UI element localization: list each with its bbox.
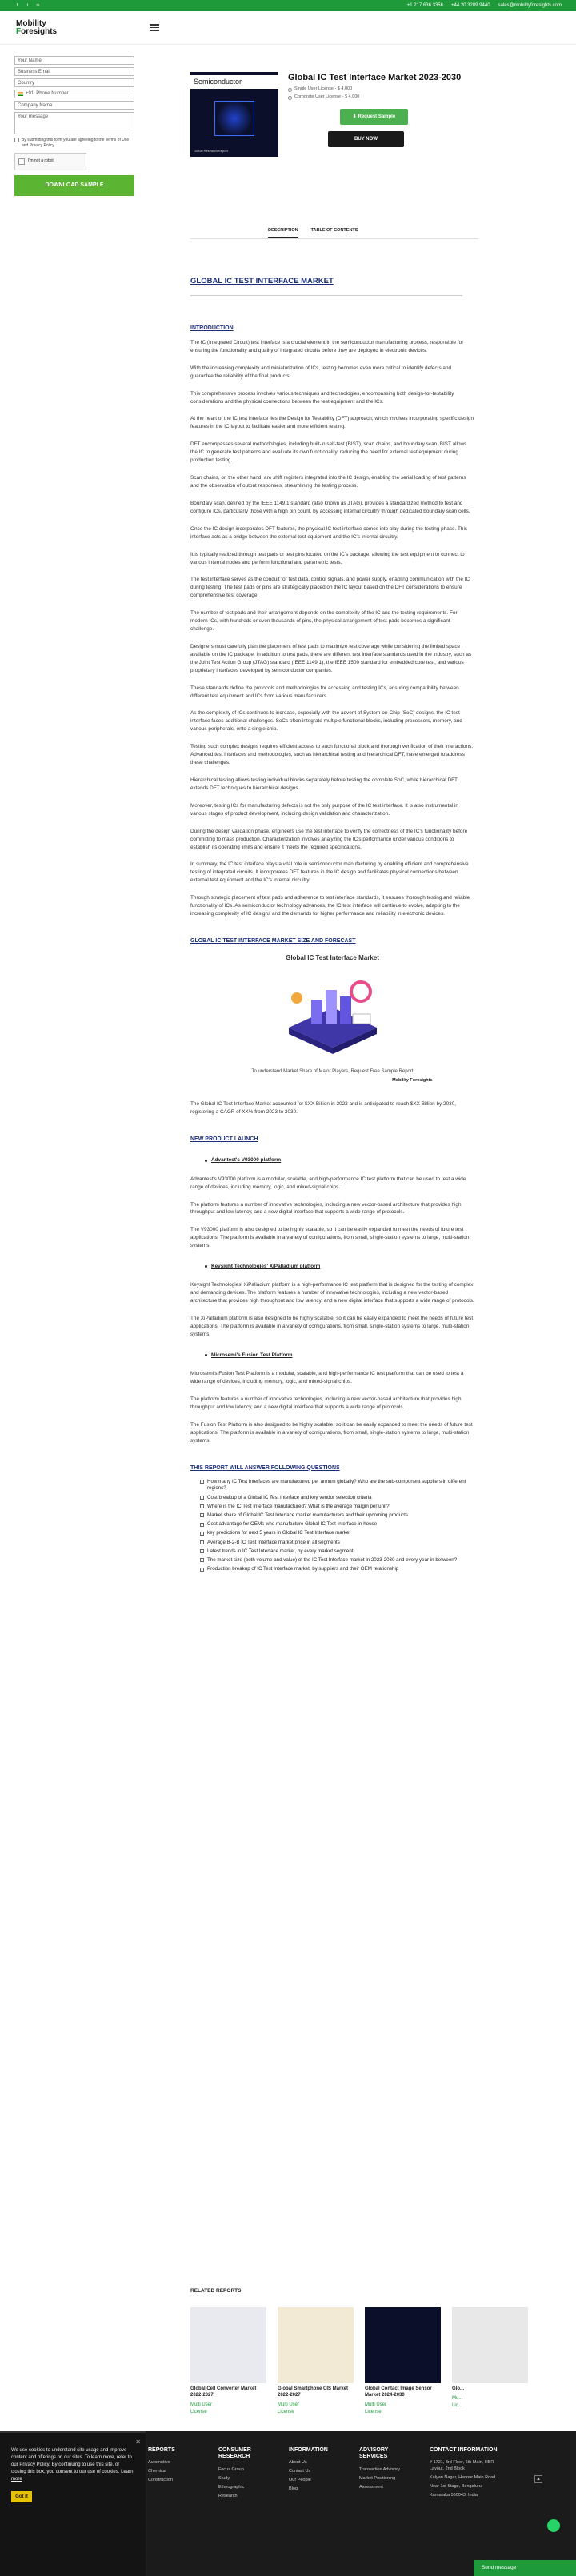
intro-paragraph: Designers must carefully plan the placement of test pads to maximize test coverage while considering the limited space available on the IC package. In addition to test pads, there are different test interface standards used in the industry, such as the Joint Test Action Group (JTAG) standard (IEEE 1149.1), the IEEE 1500 standard for embedded core test, and various proprietary interfaces developed by semiconductor companies. [190,643,472,673]
footer-link[interactable]: Market Positioning [359,2475,396,2481]
phone-link-us[interactable]: +1 217 636 3356 [406,2,443,8]
intro-paragraph: Once the IC design incorporates DFT features, the physical IC test interface comes into play during the testing phase. This interface acts as a bridge between the external test equipment and the IC's internal circuitry. [190,525,468,540]
tab-table-of-contents[interactable]: TABLE OF CONTENTS [310,228,358,233]
question-text: Market share of Global IC Test Interface market manufacturers and their upcoming products [207,1512,408,1518]
intro-paragraph: At the heart of the IC test interface lies the Design for Testability (DFT) approach, which involves incorporating specific design features in the IC layout to facilitate easier and more efficient testing. [190,416,474,430]
related-report-cover[interactable] [365,2307,441,2383]
phone-link-uk[interactable]: +44 20 3289 9440 [450,2,490,8]
logo-accent-letter: F [16,26,22,36]
question-text: Latest trends in IC Test Interface market, by every market segment [207,1548,354,1554]
footer-column-title: REPORTS [148,2447,175,2453]
email-field[interactable]: Business Email [14,67,134,76]
cookie-accept-button[interactable]: Got it [11,2491,32,2502]
checkbox-icon [200,1513,204,1517]
intro-paragraph: Boundary scan, defined by the IEEE 1149.1 standard (also known as JTAG), provides a standardized method to test and configure ICs, particularly those with a high pin count, by accessing internal circuitry through dedicated boundary scan cells. [190,500,470,514]
related-report-cover[interactable] [452,2307,528,2383]
intro-paragraph: During the design validation phase, engineers use the test interface to verify the correctness of the IC's functionality before committing to mass production. Characterization involves analyzing the IC's performance under various conditions to establish its operating limits and ensure it meets the required specifications. [190,828,468,850]
content-tabs [268,228,358,238]
phone-placeholder: Phone Number [36,91,69,96]
launch-product-label: Microsemi's Fusion Test Platform [211,1352,293,1358]
report-cover [190,72,278,157]
close-icon[interactable]: ✕ [135,2438,141,2446]
footer-column [218,2447,274,2502]
launch-paragraph: Advantest's V93000 platform is a modular, scalable, and high-performance IC test platform that can be used to test a wide range of devices, including memory, logic, and mixed-signal chips. [190,1176,466,1190]
related-list [190,2307,576,2415]
intro-paragraph: The number of test pads and their arrangement depends on the complexity of the IC and the testing requirements. For modern ICs, with hundreds or even thousands of pins, the physical arrangement of test pads becomes a significant challenge. [190,610,458,633]
intro-paragraph: The IC (Integrated Circuit) test interface is a crucial element in the semiconductor manufacturing process, responsible for ensuring the functionality and quality of integrated circuits before they are deployed in electronic devices. [190,339,464,353]
launch-paragraph: Microsemi's Fusion Test Platform is a modular, scalable, and high-performance IC test platform that can be used to test a wide range of devices, including memory, logic, and mixed-signal chips. [190,1371,464,1385]
intro-paragraph: Moreover, testing ICs for manufacturing defects is not the only purpose of the IC test interface. It is also instrumental in various stages of product development, including design validation and characterization. [190,802,458,817]
footer-column [289,2447,345,2502]
footer-link[interactable]: Karnataka 560043, India [430,2493,478,2498]
download-icon: ⬇ [352,114,358,119]
launch-product-label: Advantest's V93000 platform [211,1157,282,1164]
launch-product-label: Keysight Technologies' XiPalladium platform [211,1264,321,1270]
radio-icon[interactable] [288,88,292,92]
title-divider [190,295,462,296]
product-info [288,72,484,157]
consent-checkbox[interactable] [14,138,19,142]
tab-divider [190,238,478,239]
launch-paragraph: The V93000 platform is also designed to be highly scalable, so it can be easily expanded to meet the needs of future test applications. The platform is available in a variety of configurations, from small, single-station systems to large, multi-station systems. [190,1227,470,1249]
bullet-icon [205,1160,207,1162]
question-item [200,1479,474,1492]
download-sample-button[interactable]: DOWNLOAD SAMPLE [14,175,134,196]
radio-icon[interactable] [288,96,292,100]
logo-line-1: Mobility [16,18,46,28]
launch-paragraph: The XiPalladium platform is also designed to be highly scalable, so it can be easily expanded to meet the needs of future test applications. The platform is available in a variety of configurations, from small, single-station systems to large, multi-station systems. [190,1316,474,1337]
tab-description[interactable]: DESCRIPTION [268,228,298,238]
launch-paragraph: The platform features a number of innovative technologies, including a new vector-based architecture that provides high throughput and low latency, and a new digital interface that supports a wide range of protocols. [190,1396,462,1410]
social-links [14,3,41,9]
footer-link[interactable]: Study [218,2475,230,2481]
footer-column-title: CONTACT INFORMATION [430,2447,498,2453]
footer-column-title: INFORMATION [289,2447,328,2453]
facebook-icon[interactable]: f [16,2,18,8]
logo-line-2-text: oresights [21,26,58,36]
intro-paragraph: This comprehensive process involves various techniques and technologies, encompassing both design-for-testability considerations and the physical connections between the test equipment and the ICs. [190,390,454,405]
email-link[interactable]: sales@mobilityforesights.com [498,2,562,8]
cookie-banner [0,2431,146,2576]
linkedin-icon[interactable]: in [36,2,40,8]
checkbox-icon [200,1480,204,1484]
question-item [200,1566,474,1573]
related-report-license-2: License [190,2409,207,2414]
question-item [200,1495,474,1502]
footer-link[interactable]: # 1721, 3rd Floor, 6th Main, HBR Layout, 2nd Block [430,2460,494,2472]
dashboard-illustration [273,968,393,1064]
consent-text: By submitting this form you are agreeing to the Terms of Use and Privacy Policy. [22,138,130,148]
site-logo[interactable] [16,20,57,36]
checkbox-icon [200,1532,204,1536]
question-item [200,1548,474,1556]
checkbox-icon [200,1523,204,1527]
footer-link[interactable]: About Us [289,2460,307,2466]
phone-code[interactable]: +91 [26,91,34,96]
figure-caption[interactable]: To understand Market Share of Major Players, Request Free Sample Report [251,1068,414,1074]
product-title: Global IC Test Interface Market 2023-2030 [288,73,462,82]
checkbox-icon [200,1568,204,1572]
footer-link[interactable]: Assessment [359,2484,383,2490]
cover-title: Semiconductor [190,75,278,89]
intro-section [190,339,474,918]
corporate-license-label: Corporate User License - $ 4,000 [294,94,360,100]
captcha[interactable] [14,153,86,170]
related-heading: RELATED REPORTS [190,2288,242,2294]
intro-paragraph: As the complexity of ICs continues to increase, especially with the advent of System-on-Chip (SoC) designs, the IC test interface faces additional challenges. SoCs often integrate multiple functional blocks, including processors, memory, and various peripherals, onto a single chip. [190,710,462,733]
report-description [190,276,474,1589]
launch-paragraph: The platform features a number of innovative technologies, including a new vector-based architecture that provides high throughput and low latency, and a new digital interface that supports a wide range of protocols. [190,1201,462,1216]
request-sample-button[interactable] [340,109,408,125]
footer-link[interactable]: Ethnographic [218,2484,245,2490]
intro-paragraph: Hierarchical testing allows testing individual blocks separately before testing the complete SoC, while hierarchical DFT extends DFT techniques to hierarchical designs. [190,777,458,791]
related-report-license: Multi User [278,2402,300,2408]
request-sample-label: Request Sample [358,114,396,119]
footer-column-title: CONSUMER RESEARCH [218,2447,251,2460]
related-report-title[interactable]: Global Contact Image Sensor Market 2024-2030 [365,2386,432,2398]
captcha-label: I'm not a robot [28,158,54,164]
footer-link[interactable]: Chemical [148,2469,166,2474]
footer-link[interactable]: Our People [289,2478,311,2483]
question-text: Cost advantage for OEMs who manufacture Global IC Test Interface in-house [207,1521,378,1528]
product-launch-heading: NEW PRODUCT LAUNCH [190,1136,258,1143]
checkbox-icon [200,1558,204,1562]
launch-product-name [205,1352,474,1359]
single-license-option[interactable] [288,86,484,93]
page-title: GLOBAL IC TEST INTERFACE MARKET [190,277,334,286]
related-report-license-2: License [365,2409,382,2414]
related-report-card[interactable] [278,2307,354,2415]
checkbox-icon [200,1496,204,1500]
send-message-button[interactable]: Send message [474,2560,576,2576]
checkbox-icon [200,1540,204,1544]
corporate-license-option[interactable] [288,94,484,101]
consent-row [14,138,134,148]
launch-paragraph: Keysight Technologies' XiPalladium platform is a high-performance IC test platform that is designed for the testing of complex and demanding devices. The platform features a number of innovative technologies, including a new vector-based architecture that provides high throughput and low latency, and a new digital interface that supports a wide range of protocols. [190,1282,474,1304]
intro-paragraph: Testing such complex designs requires efficient access to each functional block and thorough verification of their interactions. Advanced test interfaces and methodologies, such as hierarchical testing and hierarchical DFT, have emerged to address these challenges. [190,744,473,766]
figure-watermark: Mobility Foresights [392,1078,433,1084]
logo-line-2 [16,28,57,36]
chip-illustration [214,101,254,136]
top-bar [0,0,576,11]
intro-paragraph: In summary, the IC test interface plays a vital role in semiconductor manufacturing by enabling efficient and comprehensive testing of integrated circuits. It incorporates DFT features in the IC design and facilitates physical connections between external test equipment and the IC's internal circuitry. [190,861,469,884]
question-text: Cost breakup of a Global IC Test Interface and key vendor selection criteria [207,1494,372,1500]
intro-paragraph: With the increasing complexity and miniaturization of ICs, testing becomes even more critical to identify defects and guarantee the reliability of the final products. [190,365,452,379]
footer-link[interactable]: Construction [148,2478,173,2483]
market-size-text: The Global IC Test Interface Market accounted for $XX Billion in 2022 and is anticipated to reach $XX Billion by 2030, registering a CAGR of XX% from 2023 to 2030. [190,1101,457,1116]
question-item [200,1512,474,1520]
message-field[interactable]: Your message [14,112,134,134]
menu-icon[interactable] [150,24,159,31]
related-report-license: Multi User [365,2402,387,2408]
product-summary [190,72,484,157]
bullet-icon [205,1265,207,1268]
question-list [200,1479,474,1573]
cookie-learn-more-link[interactable]: Learn more [11,2470,134,2482]
sample-request-form [14,56,134,196]
intro-paragraph: These standards define the protocols and methodologies for accessing and testing ICs, ensuring compatibility between different test equipment and ICs from various manufacturers. [190,685,459,699]
footer-link[interactable]: Research [218,2493,238,2498]
buy-now-button[interactable]: BUY NOW [328,131,404,147]
question-text: The market size (both volume and value) of the IC Test Interface market in 2023-2030 and every year in between? [207,1556,458,1563]
footer-link[interactable]: Transaction Advisory [359,2466,400,2472]
related-report-license: Mu... [452,2396,463,2402]
related-report-cover[interactable] [190,2307,266,2383]
intro-paragraph: Through strategic placement of test pads and adherence to test interface standards, it ensures thorough testing and reliable functionality of ICs. As semiconductor technology advances, the IC test interface will continue to evolve, adapting to the increasing complexity of IC designs and the demands for higher performance and reliability in electronic devices. [190,895,470,917]
captcha-checkbox[interactable] [18,158,25,165]
question-item [200,1530,474,1537]
intro-heading: INTRODUCTION [190,325,234,331]
checkbox-icon [200,1504,204,1508]
question-text: Where is the IC Test Interface manufactured? What is the average margin per unit? [207,1503,390,1509]
footer-link[interactable]: Blog [289,2486,298,2492]
name-field[interactable]: Your Name [14,56,134,65]
site-header [0,11,576,45]
footer-column [359,2447,415,2502]
phone-field[interactable] [14,90,134,98]
top-contacts [407,2,562,10]
intro-paragraph: Scan chains, on the other hand, are shift registers integrated into the IC design, enabling the serial loading of test patterns and the observation of output responses, streamlining the testing process. [190,475,466,489]
question-text: Production breakup of IC Test Interface market, by suppliers and their OEM relationship [207,1566,399,1572]
footer-column [148,2447,204,2502]
bullet-icon [205,1354,207,1356]
whatsapp-icon[interactable] [547,2519,560,2532]
company-field[interactable]: Company Name [14,101,134,110]
question-text: How many IC Test Interfaces are manufactured per annum globally? Who are the sub-component suppliers in different regions? [207,1478,466,1492]
launch-product-name [205,1263,474,1270]
cover-footer: Global Research Report [194,149,228,154]
footer-link[interactable]: Focus Group [218,2466,244,2472]
related-report-card[interactable] [452,2307,528,2415]
questions-heading: THIS REPORT WILL ANSWER FOLLOWING QUESTIONS [190,1464,340,1471]
footer-link[interactable]: Contact Us [289,2469,311,2474]
launch-section [190,1156,474,1444]
footer-link[interactable]: Near 1st Stage, Bengaluru, [430,2484,483,2490]
question-item [200,1504,474,1511]
market-figure [233,953,433,1084]
single-license-label: Single User License - $ 4,000 [294,86,353,92]
related-report-card[interactable] [365,2307,441,2415]
related-report-title[interactable]: Global Cell Converter Market 2022-2027 [190,2386,257,2398]
related-report-title[interactable]: Glo... [452,2386,464,2392]
checkbox-icon [200,1549,204,1553]
question-text: Average B-2-B IC Test Interface market price in all segments [207,1539,340,1545]
footer-column [430,2447,502,2502]
country-field[interactable]: Country [14,78,134,87]
question-item [200,1521,474,1528]
launch-product-name [205,1156,474,1164]
related-report-card[interactable] [190,2307,266,2415]
related-report-cover[interactable] [278,2307,354,2383]
question-item [200,1540,474,1547]
footer-columns [148,2447,502,2502]
india-flag-icon [18,92,23,96]
related-reports [190,2287,576,2415]
figure-title: Global IC Test Interface Market [286,954,379,962]
intro-paragraph: The test interface serves as the conduit for test data, control signals, and power supply, enabling communication with the IC during testing. The test pads or pins are strategically placed on the IC layout based on the DFT considerations to ensure comprehensive test coverage. [190,577,470,599]
question-item [200,1557,474,1564]
footer-column-title: ADVISORY SERVICES [359,2447,389,2460]
scroll-top-icon[interactable]: ▲ [534,2475,542,2483]
question-text: key predictions for next 5 years in Global IC Test Interface market [207,1530,351,1536]
footer-link[interactable]: Kalyan Nagar, Hennur Main Road [430,2475,496,2481]
footer-link[interactable]: Automotive [148,2460,170,2466]
related-report-title[interactable]: Global Smartphone CIS Market 2022-2027 [278,2386,349,2398]
intro-paragraph: DFT encompasses several methodologies, including built-in self-test (BIST), scan chains, and boundary scan. BIST allows the IC to generate test patterns and evaluate its own functionality, reducing the need for external test equipment during production testing. [190,441,467,464]
related-report-license: Multi User [190,2402,213,2408]
intro-paragraph: It is typically realized through test pads or test pins located on the IC's package, allowing the test equipment to connect to various internal nodes and perform functional and parametric tests. [190,551,465,565]
twitter-icon[interactable]: t [26,2,29,8]
launch-paragraph: The Fusion Test Platform is also designed to be highly scalable, so it can be easily expanded to meet the needs of future test applications. The platform is available in a variety of configurations, from small, single-station systems to large, multi-station systems. [190,1421,473,1444]
cookie-text: We use cookies to understand site usage and improve content and offerings on our sites. To learn more, refer to our Privacy Policy. By continuing to use this site, or closing this box, you consent to our use of cookies. [11,2448,132,2474]
market-size-heading: GLOBAL IC TEST INTERFACE MARKET SIZE AND FORECAST [190,938,356,944]
related-report-license-2: License [278,2409,294,2414]
related-report-license-2: Lic... [452,2402,462,2408]
